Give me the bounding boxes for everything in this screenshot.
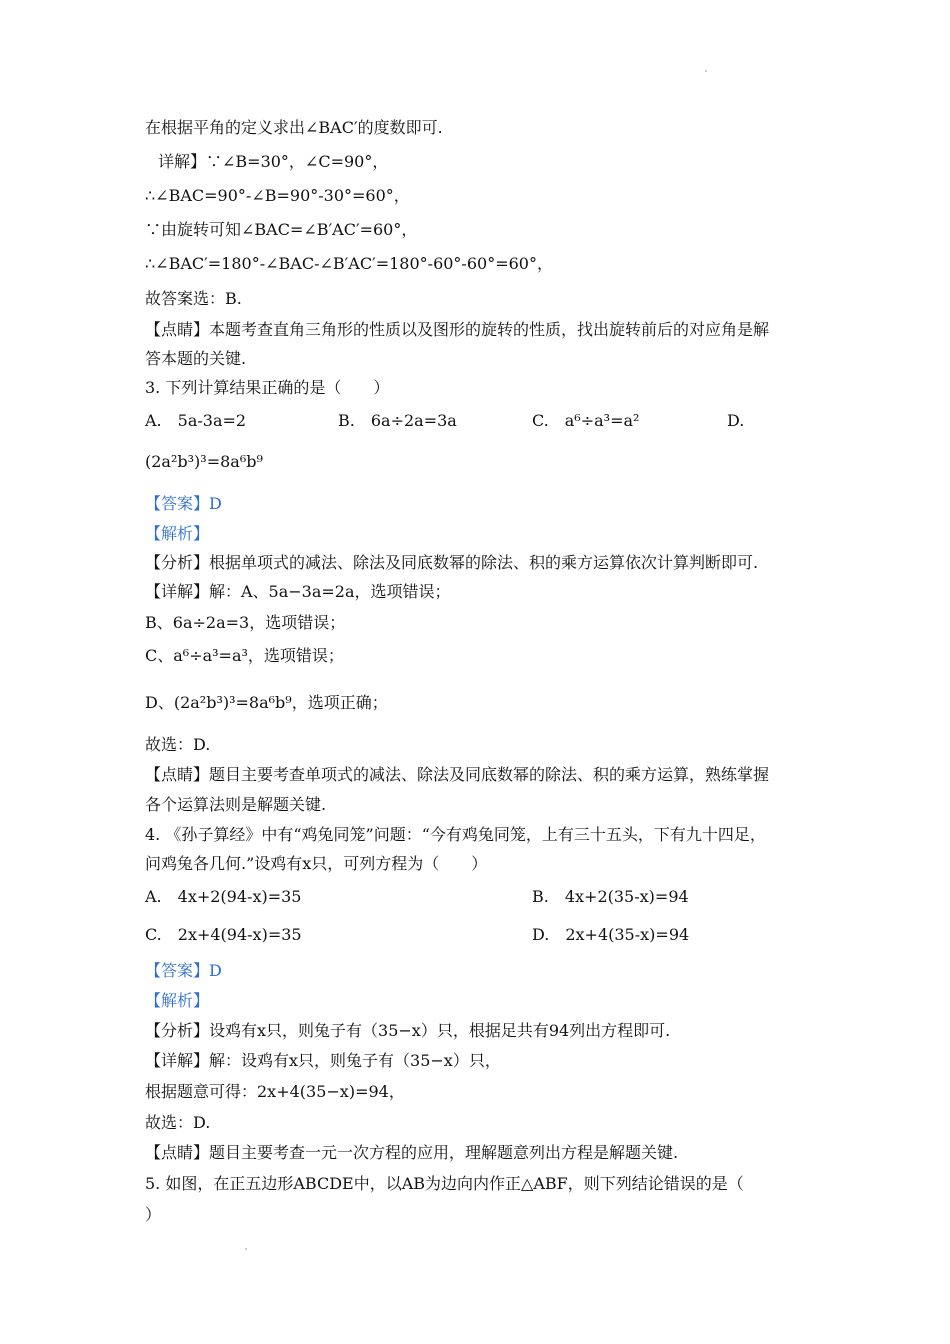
text-line: ∵由旋转可知∠BAC=∠B′AC′=60°， (145, 220, 418, 239)
text-line: 【点睛】题目主要考查一元一次方程的应用，理解题意列出方程是解题关键. (145, 1143, 679, 1162)
text-line: C、a⁶÷a³=a³，选项错误； (145, 646, 344, 665)
text-line: B、6a÷2a=3，选项错误； (145, 613, 346, 632)
q3-option-a: A. 5a-3a=2 (145, 411, 247, 430)
question-4-stem-cont: 问鸡兔各几何.”设鸡有x只，可列方程为（ ） (145, 854, 488, 873)
q3-option-b: B. 6a÷2a=3a (338, 411, 457, 430)
scan-dot-bottom (245, 1248, 247, 1250)
text-line: 答本题的关键. (145, 349, 247, 368)
q4-option-b: B. 4x+2(35-x)=94 (532, 887, 689, 906)
q3-option-c: C. a⁶÷a³=a² (532, 411, 640, 430)
text-line: 故选：D. (145, 1113, 211, 1132)
analysis-label: 【解析】 (145, 991, 210, 1010)
question-5-stem-cont: ） (145, 1205, 162, 1224)
text-line: 【详解】解：设鸡有x只，则兔子有（35−x）只， (145, 1051, 501, 1070)
text-line: 【分析】设鸡有x只，则兔子有（35−x）只，根据足共有94列出方程即可. (145, 1021, 671, 1040)
analysis-label: 【解析】 (145, 524, 210, 543)
text-line: ∴∠BAC′=180°-∠BAC-∠B′AC′=180°-60°-60°=60°， (145, 254, 553, 273)
text-line: 【点睛】本题考查直角三角形的性质以及图形的旋转的性质，找出旋转前后的对应角是解 (145, 320, 770, 339)
text-line: 根据题意可得：2x+4(35−x)=94， (145, 1082, 405, 1101)
text-line: 【详解】解：A、5a−3a=2a，选项错误； (145, 582, 451, 601)
q4-option-d: D. 2x+4(35-x)=94 (532, 925, 690, 944)
question-4-stem: 4. 《孙子算经》中有“鸡兔同笼”问题：“今有鸡兔同笼，上有三十五头，下有九十四足， (145, 825, 766, 844)
text-line: 故选：D. (145, 735, 211, 754)
q4-option-c: C. 2x+4(94-x)=35 (145, 925, 302, 944)
scan-dot-top (705, 70, 707, 72)
text-line: 故答案选：B. (145, 289, 242, 308)
answer-label: 【答案】D (145, 961, 222, 980)
text-line: 在根据平角的定义求出∠BAC′的度数即可. (145, 118, 443, 137)
answer-label: 【答案】D (145, 494, 222, 513)
question-5-stem: 5. 如图，在正五边形ABCDE中，以AB为边向内作正△ABF，则下列结论错误的是（ (145, 1174, 744, 1193)
q3-option-d: (2a²b³)³=8a⁶b⁹ (145, 452, 263, 471)
text-line: 【点睛】题目主要考查单项式的减法、除法及同底数幂的除法、积的乘方运算，熟练掌握 (145, 765, 770, 784)
text-line: D、(2a²b³)³=8a⁶b⁹，选项正确； (145, 693, 388, 712)
question-3-stem: 3. 下列计算结果正确的是（ ） (145, 378, 390, 397)
text-line: 各个运算法则是解题关键. (145, 795, 327, 814)
text-line: ∴∠BAC=90°-∠B=90°-30°=60°， (145, 186, 410, 205)
q4-option-a: A. 4x+2(94-x)=35 (145, 887, 302, 906)
q3-option-d-label: D. (727, 411, 745, 430)
text-line: 【分析】根据单项式的减法、除法及同底数幂的除法、积的乘方运算依次计算判断即可. (145, 553, 759, 572)
text-line: 详解】∵∠B=30°，∠C=90°， (158, 152, 389, 171)
